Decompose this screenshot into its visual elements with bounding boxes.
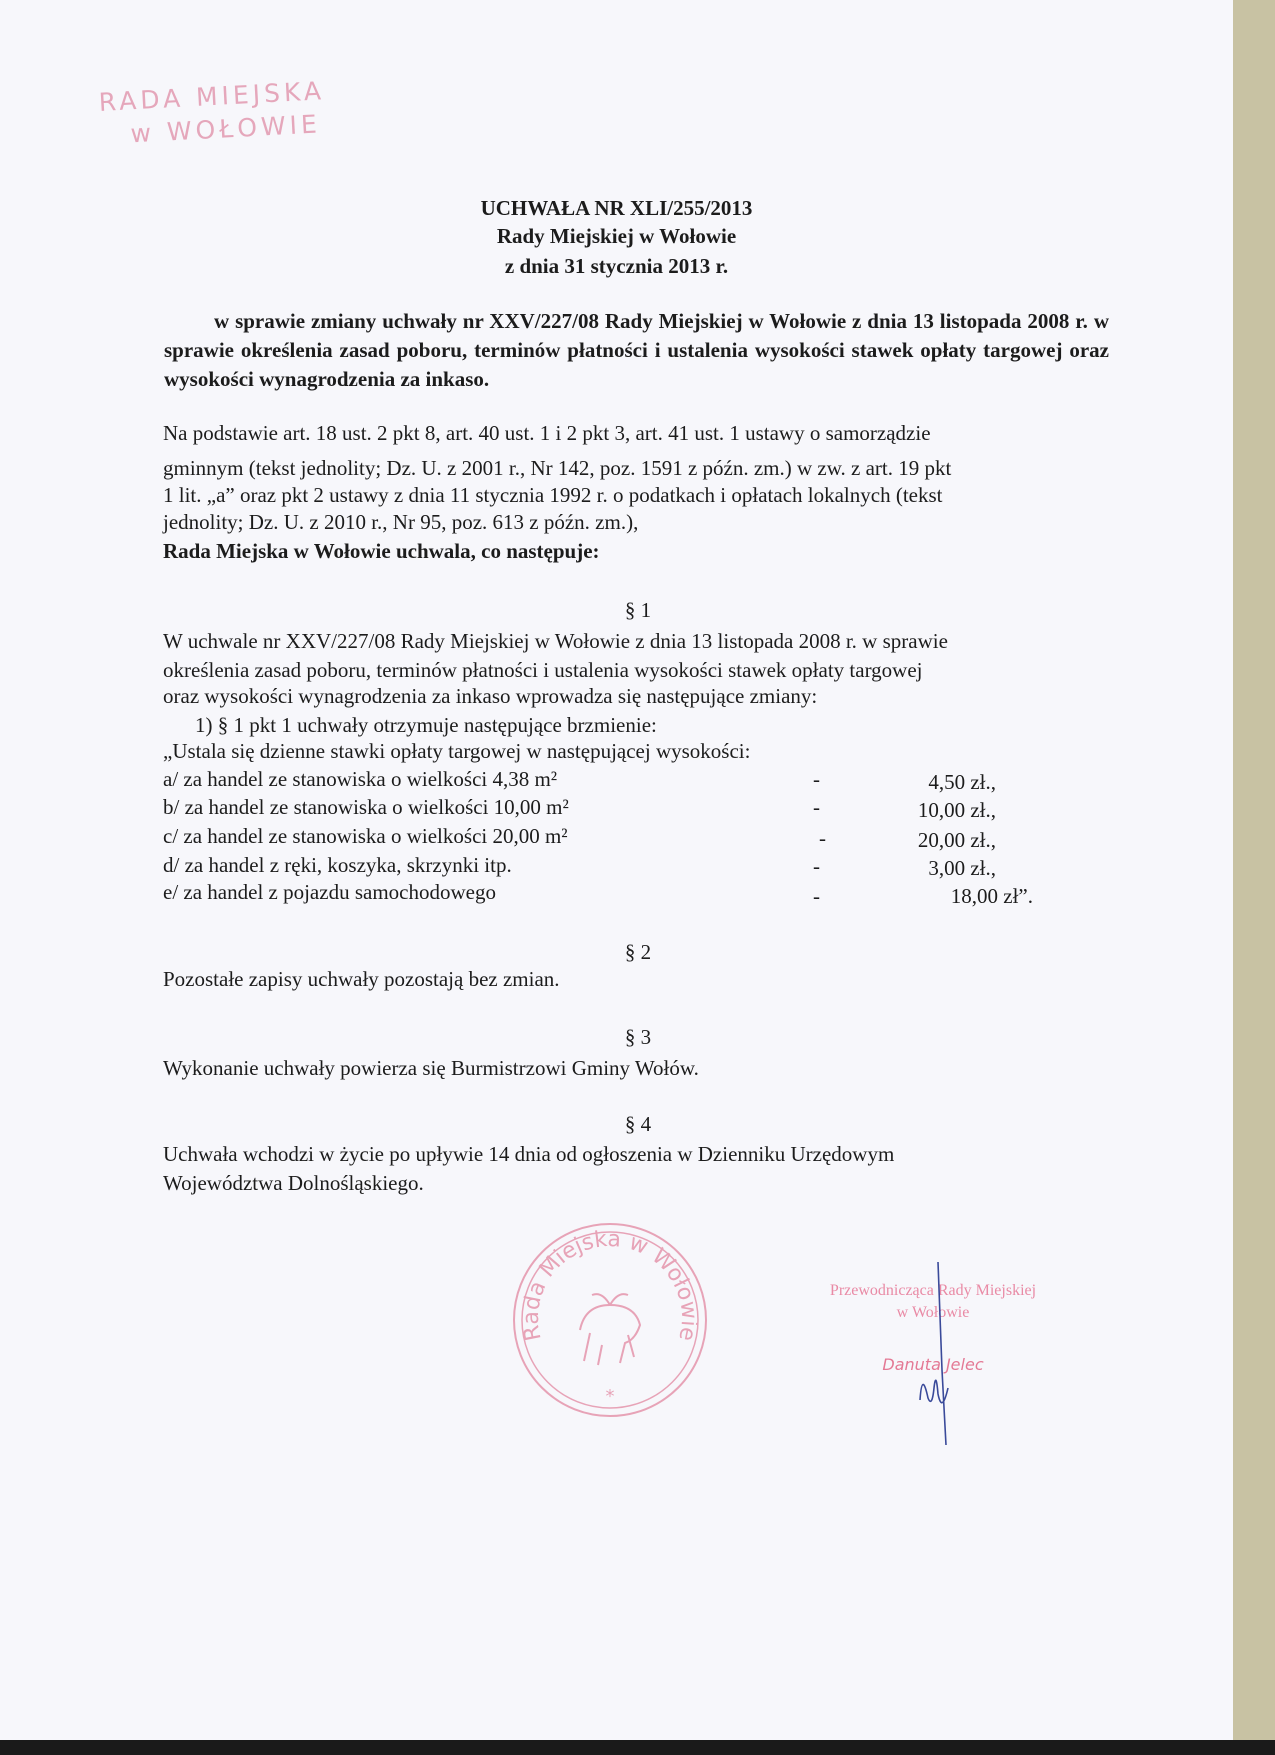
section-mark-2: § 2	[624, 940, 652, 964]
section-mark-4: § 4	[624, 1112, 652, 1136]
rate-value-b: 10,00 zł.,	[917, 798, 996, 822]
section1-line: określenia zasad poboru, terminów płatności i ustalenia wysokości stawek opłaty targowej	[163, 658, 923, 682]
handwritten-signature	[900, 1260, 980, 1450]
chairperson-title: Przewodnicząca Rady Miejskiej	[829, 1282, 1037, 1299]
resolution-council: Rady Miejskiej w Wołowie	[496, 224, 737, 248]
round-stamp-text: Rada Miejska w Wołowie	[518, 1226, 702, 1344]
resolution-subject-text: w sprawie zmiany uchwały nr XXV/227/08 Rady Miejskiej w Wołowie z dnia 13 listopada 2008 r. w sprawie określenia zasad poboru, terminów płatności i ustalenia wysokości stawek opłaty targowej oraz wysokości wynagrodzenia za inkaso.	[164, 309, 1109, 391]
resolution-subject	[164, 307, 1109, 394]
section4-line: Województwa Dolnośląskiego.	[163, 1171, 424, 1195]
svg-text:Rada Miejska w Wołowie	[519, 1227, 701, 1343]
rates-intro: „Ustala się dzienne stawki opłaty targowej w następującej wysokości:	[163, 739, 751, 763]
header-stamp	[98, 74, 328, 152]
scan-edge-right	[1233, 0, 1275, 1755]
legal-basis-line: 1 lit. „a” oraz pkt 2 ustawy z dnia 11 stycznia 1992 r. o podatkach i opłatach lokalnych (tekst	[163, 483, 943, 507]
rate-dash: -	[813, 795, 820, 819]
rate-dash: -	[813, 884, 820, 908]
scan-edge-bottom	[0, 1740, 1275, 1755]
legal-basis-line: jednolity; Dz. U. z 2010 r., Nr 95, poz. 613 z późn. zm.),	[163, 510, 639, 534]
rate-label-a: a/ za handel ze stanowiska o wielkości 4,38 m²	[163, 767, 558, 791]
section1-line: W uchwale nr XXV/227/08 Rady Miejskiej w Wołowie z dnia 13 listopada 2008 r. w sprawie	[163, 629, 948, 653]
rate-label-c: c/ za handel ze stanowiska o wielkości 20,00 m²	[163, 824, 568, 848]
rate-value-a: 4,50 zł.,	[928, 770, 996, 794]
council-resolves: Rada Miejska w Wołowie uchwala, co następuje:	[163, 539, 600, 563]
rate-label-b: b/ za handel ze stanowiska o wielkości 10,00 m²	[163, 795, 569, 819]
round-council-stamp	[510, 1220, 710, 1420]
rate-label-e: e/ za handel z pojazdu samochodowego	[163, 880, 496, 904]
rate-label-d: d/ za handel z ręki, koszyka, skrzynki itp.	[163, 853, 512, 877]
round-stamp-star: *	[605, 1386, 615, 1407]
section3-text: Wykonanie uchwały powierza się Burmistrzowi Gminy Wołów.	[163, 1056, 699, 1080]
section1-line: oraz wysokości wynagrodzenia za inkaso wprowadza się następujące zmiany:	[163, 684, 818, 708]
resolution-number: UCHWAŁA NR XLI/255/2013	[480, 196, 753, 220]
section-mark-1: § 1	[624, 598, 652, 622]
rate-dash: -	[819, 826, 826, 850]
header-stamp-line1: RADA MIEJSKA	[98, 76, 326, 117]
section4-line: Uchwała wchodzi w życie po upływie 14 dnia od ogłoszenia w Dzienniku Urzędowym	[163, 1142, 895, 1166]
legal-basis-line: gminnym (tekst jednolity; Dz. U. z 2001 r., Nr 142, poz. 1591 z późn. zm.) w zw. z art. 19 pkt	[163, 456, 952, 480]
rate-value-e: 18,00 zł”.	[950, 884, 1033, 908]
resolution-date: z dnia 31 stycznia 2013 r.	[504, 254, 729, 278]
rate-value-d: 3,00 zł.,	[928, 856, 996, 880]
header-stamp-line2: w WOŁOWIE	[129, 109, 322, 149]
section1-item1: 1) § 1 pkt 1 uchwały otrzymuje następujące brzmienie:	[195, 713, 657, 737]
section-mark-3: § 3	[624, 1025, 652, 1049]
rate-dash: -	[813, 767, 820, 791]
section2-text: Pozostałe zapisy uchwały pozostają bez zmian.	[163, 967, 560, 991]
chairperson-name: Danuta Jelec	[882, 1355, 984, 1374]
legal-basis-line: Na podstawie art. 18 ust. 2 pkt 8, art. 40 ust. 1 i 2 pkt 3, art. 41 ust. 1 ustawy o samorządzie	[163, 421, 931, 445]
bison-emblem-icon	[580, 1294, 640, 1365]
chairperson-location: w Wołowie	[896, 1304, 970, 1321]
rate-dash: -	[813, 854, 820, 878]
rate-value-c: 20,00 zł.,	[917, 828, 996, 852]
